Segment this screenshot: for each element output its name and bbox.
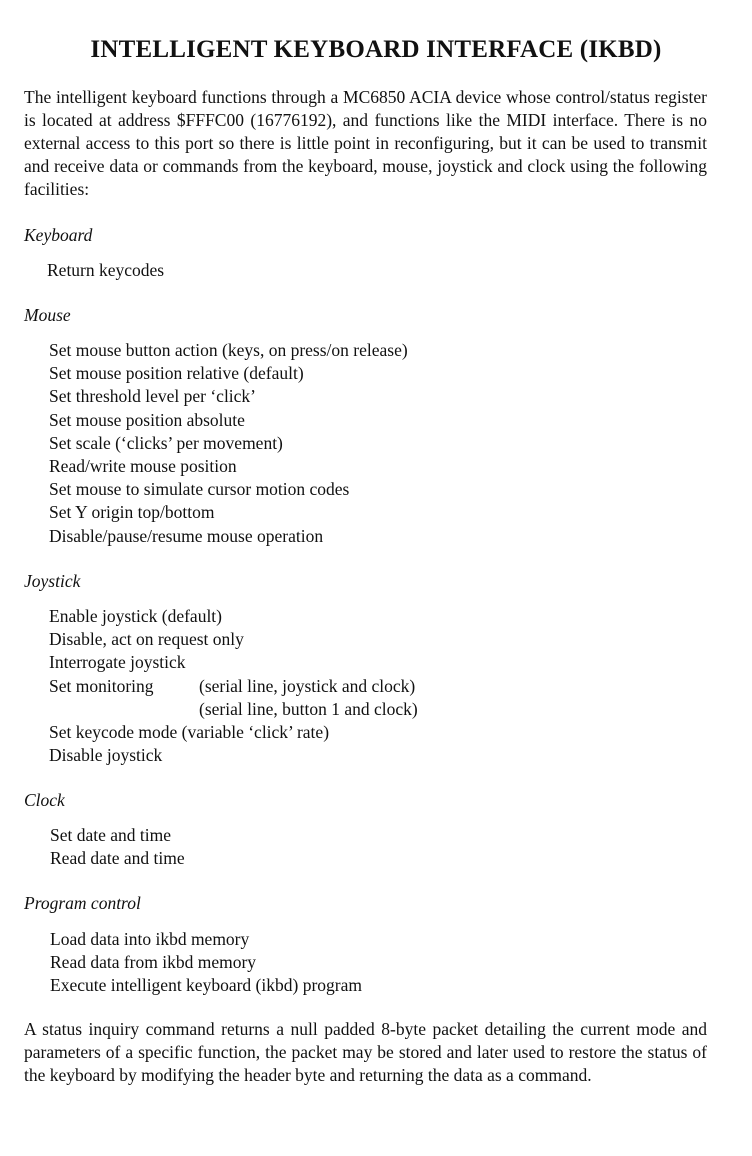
monitoring-option-1: (serial line, joystick and clock) (199, 675, 416, 696)
program-control-list (50, 928, 362, 998)
list-item: Enable joystick (default) (49, 606, 222, 626)
list-item: Return keycodes (47, 260, 165, 280)
monitoring-option-2: (serial line, button 1 and clock) (199, 698, 418, 719)
joystick-heading: Joystick (24, 571, 81, 591)
list-item: Set mouse button action (keys, on press/on release) (49, 340, 408, 360)
list-item: Read data from ikbd memory (50, 952, 257, 973)
list-item: Read date and time (50, 848, 185, 869)
list-item: Disable/pause/resume mouse operation (49, 525, 324, 546)
joystick-list (49, 605, 418, 767)
intro-paragraph: The intelligent keyboard functions through a MC6850 ACIA device whose control/status register is located at address $FFFC00 (16776192), and functions like the MIDI interface. There is no external access to this port so there is little point in reconfiguring, but it can be used to transmit and receive data or commands from the keyboard, mouse, joystick and clock using the following facilities: (24, 87, 707, 199)
mouse-list (49, 339, 408, 548)
list-item: Set scale (‘clicks’ per movement) (49, 432, 283, 453)
list-item: Execute intelligent keyboard (ikbd) program (50, 975, 362, 996)
list-item-monitoring (49, 675, 418, 698)
list-item: Disable joystick (49, 745, 163, 766)
list-item: Set mouse position absolute (49, 409, 245, 430)
list-item: Interrogate joystick (49, 652, 186, 673)
outro-paragraph: A status inquiry command returns a null padded 8-byte packet detailing the current mode and parameters of a specific function, the packet may be stored and later used to restore the status of the keyboard by modifying the header byte and returning the data as a command. (24, 1019, 707, 1085)
keyboard-heading: Keyboard (24, 225, 93, 245)
list-item: Read/write mouse position (49, 456, 237, 477)
list-item: Disable, act on request only (49, 629, 244, 650)
program-control-heading: Program control (24, 893, 141, 913)
list-item: Set keycode mode (variable ‘click’ rate) (49, 722, 330, 743)
list-item-monitoring-cont (49, 698, 418, 721)
keyboard-list (47, 259, 164, 282)
list-item: Set threshold level per ‘click’ (49, 386, 257, 407)
list-item: Load data into ikbd memory (50, 929, 250, 949)
clock-heading: Clock (24, 790, 65, 810)
mouse-heading: Mouse (24, 305, 71, 325)
list-item: Set Y origin top/bottom (49, 502, 215, 523)
page-title: INTELLIGENT KEYBOARD INTERFACE (IKBD) (90, 36, 662, 63)
indent-spacer (49, 698, 199, 721)
monitoring-label: Set monitoring (49, 675, 154, 696)
clock-list (50, 824, 185, 870)
list-item: Set mouse to simulate cursor motion codes (49, 479, 350, 500)
list-item: Set mouse position relative (default) (49, 363, 304, 384)
list-item: Set date and time (50, 825, 172, 845)
